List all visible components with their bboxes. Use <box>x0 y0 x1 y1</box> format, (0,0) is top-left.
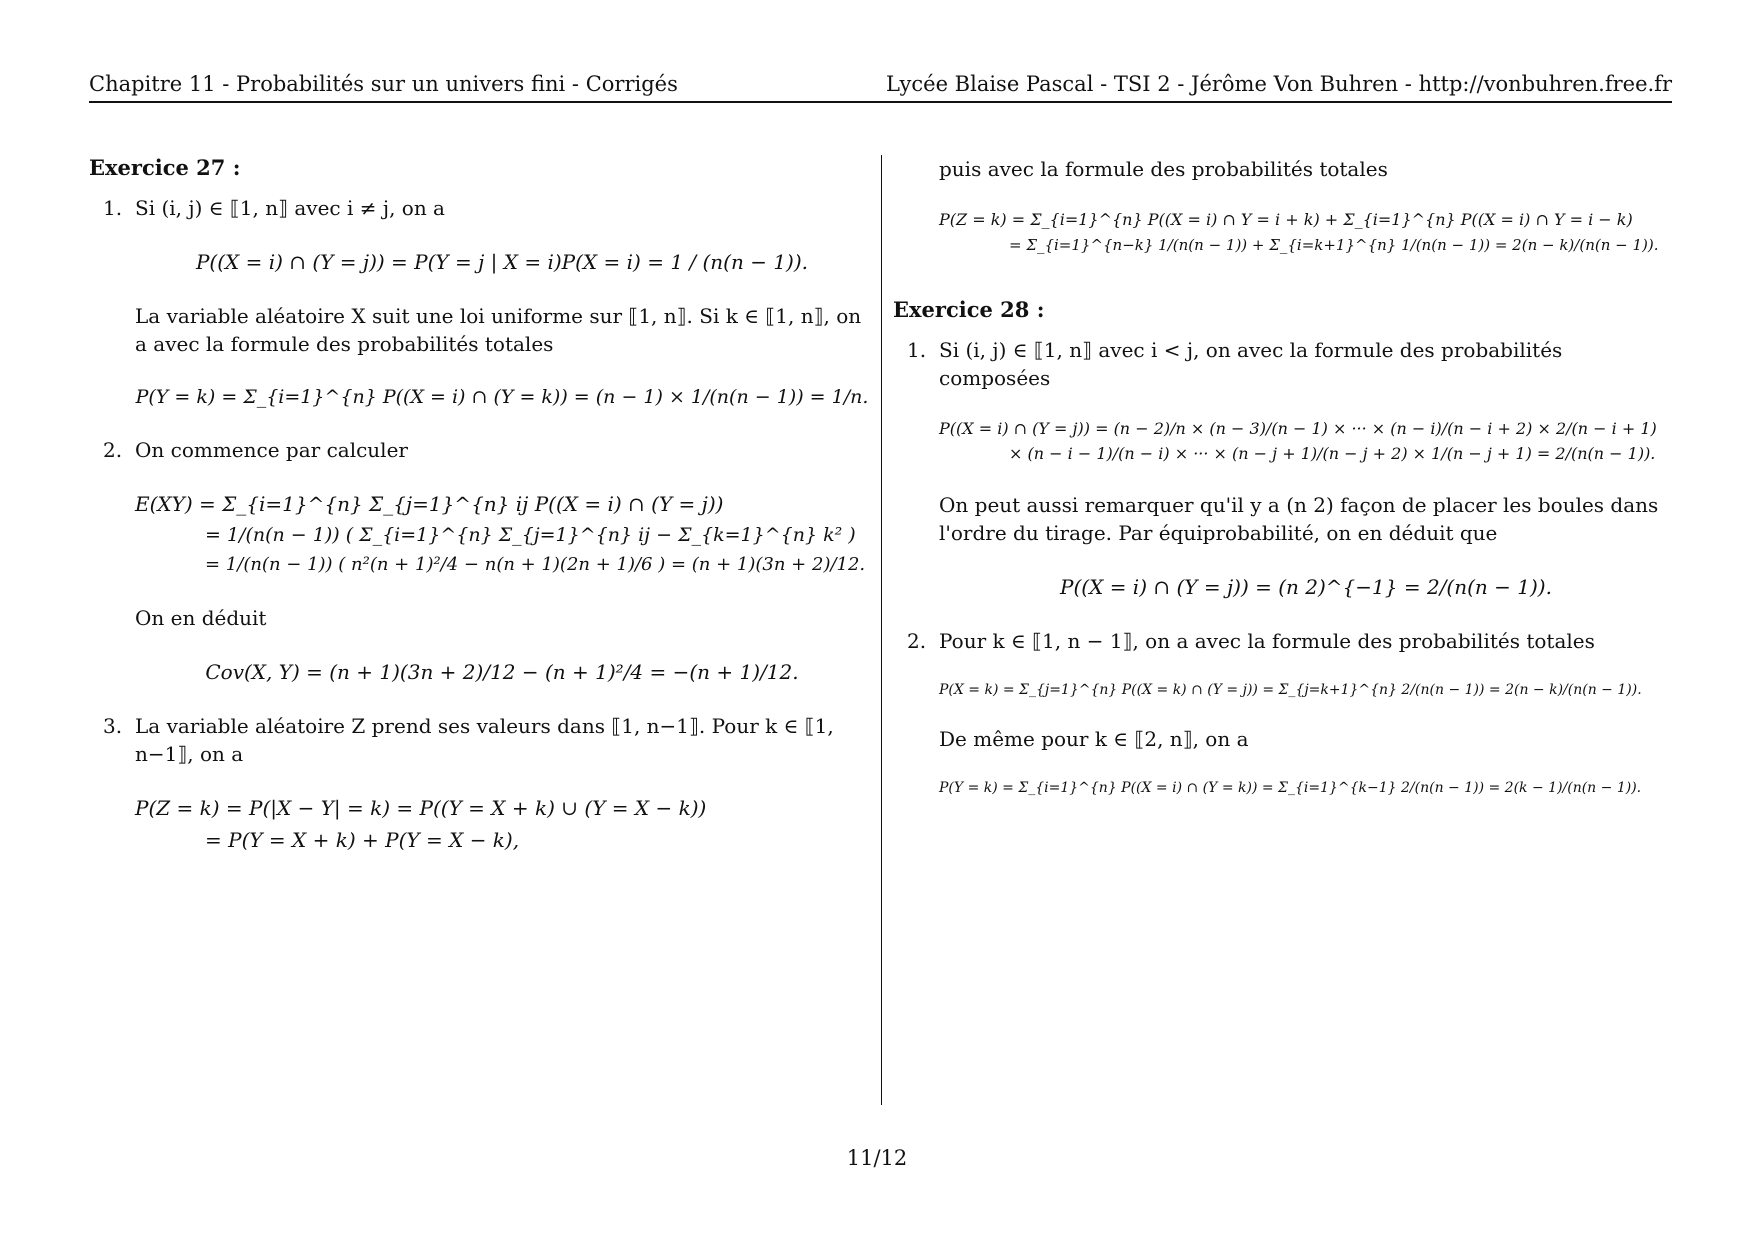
ex27-item2-eq2: = 1/(n(n − 1)) ( Σ_{i=1}^{n} Σ_{j=1}^{n} ij − Σ_{k=1}^{n} k² ) <box>205 524 856 547</box>
item-number: 2. <box>907 628 927 653</box>
ex27-item-1 <box>89 194 869 412</box>
ex27-item1-text2: La variable aléatoire X suit une loi uniforme sur ⟦1, n⟧. Si k ∈ ⟦1, n⟧, on a avec la formule des probabilités totales <box>135 304 862 356</box>
ex27-item2-eq1: E(XY) = Σ_{i=1}^{n} Σ_{j=1}^{n} ij P((X = i) ∩ (Y = j)) <box>135 492 724 517</box>
header-author-info: Lycée Blaise Pascal - TSI 2 - Jérôme Von Buhren - http://vonbuhren.free.fr <box>885 72 1672 96</box>
ex28-item2-eq2: P(Y = k) = Σ_{i=1}^{n} P((X = i) ∩ (Y = k)) = Σ_{i=1}^{k−1} 2/(n(n − 1)) = 2(k − 1)/(n(n − 1)). <box>939 780 1642 797</box>
ex27-item3-cont-eq2: = Σ_{i=1}^{n−k} 1/(n(n − 1)) + Σ_{i=k+1}^{n} 1/(n(n − 1)) = 2(n − k)/(n(n − 1)). <box>1009 235 1659 254</box>
left-column <box>89 155 869 880</box>
ex28-item-1 <box>893 336 1673 603</box>
ex28-item1-eq2: × (n − i − 1)/(n − i) × ··· × (n − j + 1)/(n − j + 2) × 1/(n − j + 1) = 2/(n(n − 1)). <box>1009 444 1656 464</box>
ex27-item1-intro: Si (i, j) ∈ ⟦1, n⟧ avec i ≠ j, on a <box>135 196 445 220</box>
column-separator <box>881 155 882 1105</box>
ex27-item-3 <box>89 712 869 856</box>
ex28-item2-text2: De même pour k ∈ ⟦2, n⟧, on a <box>939 727 1249 752</box>
exercise-27-title: Exercice 27 : <box>89 155 241 180</box>
header-chapter-title: Chapitre 11 - Probabilités sur un univers fini - Corrigés <box>89 72 678 96</box>
ex28-item1-intro: Si (i, j) ∈ ⟦1, n⟧ avec i < j, on avec la formule des probabilités composées <box>939 337 1563 390</box>
ex27-item3-cont-eq1: P(Z = k) = Σ_{i=1}^{n} P((X = i) ∩ Y = i + k) + Σ_{i=1}^{n} P((X = i) ∩ Y = i − k) <box>939 210 1633 229</box>
page-number: 11/12 <box>846 1146 908 1170</box>
ex27-item3-intro: La variable aléatoire Z prend ses valeurs dans ⟦1, n−1⟧. Pour k ∈ ⟦1, n−1⟧, on a <box>135 713 834 766</box>
ex27-item2-eq4: Cov(X, Y) = (n + 1)(3n + 2)/12 − (n + 1)²/4 = −(n + 1)/12. <box>205 659 799 684</box>
ex28-item1-eq1: P((X = i) ∩ (Y = j)) = (n − 2)/n × (n − 3)/(n − 1) × ··· × (n − i)/(n − i + 2) × 2/(n − i + 1) <box>939 418 1657 438</box>
ex28-item2-intro: Pour k ∈ ⟦1, n − 1⟧, on a avec la formule des probabilités totales <box>939 628 1595 653</box>
ex27-item2-eq3: = 1/(n(n − 1)) ( n²(n + 1)²/4 − n(n + 1)(2n + 1)/6 ) = (n + 1)(3n + 2)/12. <box>205 553 866 575</box>
right-column <box>893 155 1673 824</box>
ex27-item3-continued <box>893 155 1673 257</box>
ex28-item1-eq3: P((X = i) ∩ (Y = j)) = (n 2)^{−1} = 2/(n(n − 1)). <box>1060 574 1552 599</box>
header-rule <box>89 101 1672 103</box>
item-number: 3. <box>103 713 123 738</box>
ex27-item3-cont-text: puis avec la formule des probabilités totales <box>939 157 1388 181</box>
ex27-item3-eq2: = P(Y = X + k) + P(Y = X − k), <box>205 827 520 852</box>
ex28-item1-text2: On peut aussi remarquer qu'il y a (n 2) façon de placer les boules dans l'ordre du tirage. Par équiprobabilité, on en déduit que <box>939 492 1659 545</box>
ex27-item-2 <box>89 436 869 687</box>
ex27-item1-eq2: P(Y = k) = Σ_{i=1}^{n} P((X = i) ∩ (Y = k)) = (n − 1) × 1/(n(n − 1)) = 1/n. <box>135 386 869 408</box>
ex27-item1-eq1: P((X = i) ∩ (Y = j)) = P(Y = j | X = i)P(X = i) = 1 / (n(n − 1)). <box>195 250 809 274</box>
ex27-item2-intro: On commence par calculer <box>135 438 408 463</box>
item-number: 1. <box>907 337 927 362</box>
ex28-item-2 <box>893 627 1673 800</box>
item-number: 2. <box>103 438 123 463</box>
ex27-item2-deduce: On en déduit <box>135 605 267 630</box>
item-number: 1. <box>103 196 123 220</box>
ex28-item2-eq1: P(X = k) = Σ_{j=1}^{n} P((X = k) ∩ (Y = j)) = Σ_{j=k+1}^{n} 2/(n(n − 1)) = 2(n − k)/(n(n − 1)). <box>939 681 1642 698</box>
ex27-item3-eq1: P(Z = k) = P(|X − Y| = k) = P((Y = X + k) ∪ (Y = X − k)) <box>135 795 707 820</box>
exercise-28-title: Exercice 28 : <box>893 296 1045 322</box>
